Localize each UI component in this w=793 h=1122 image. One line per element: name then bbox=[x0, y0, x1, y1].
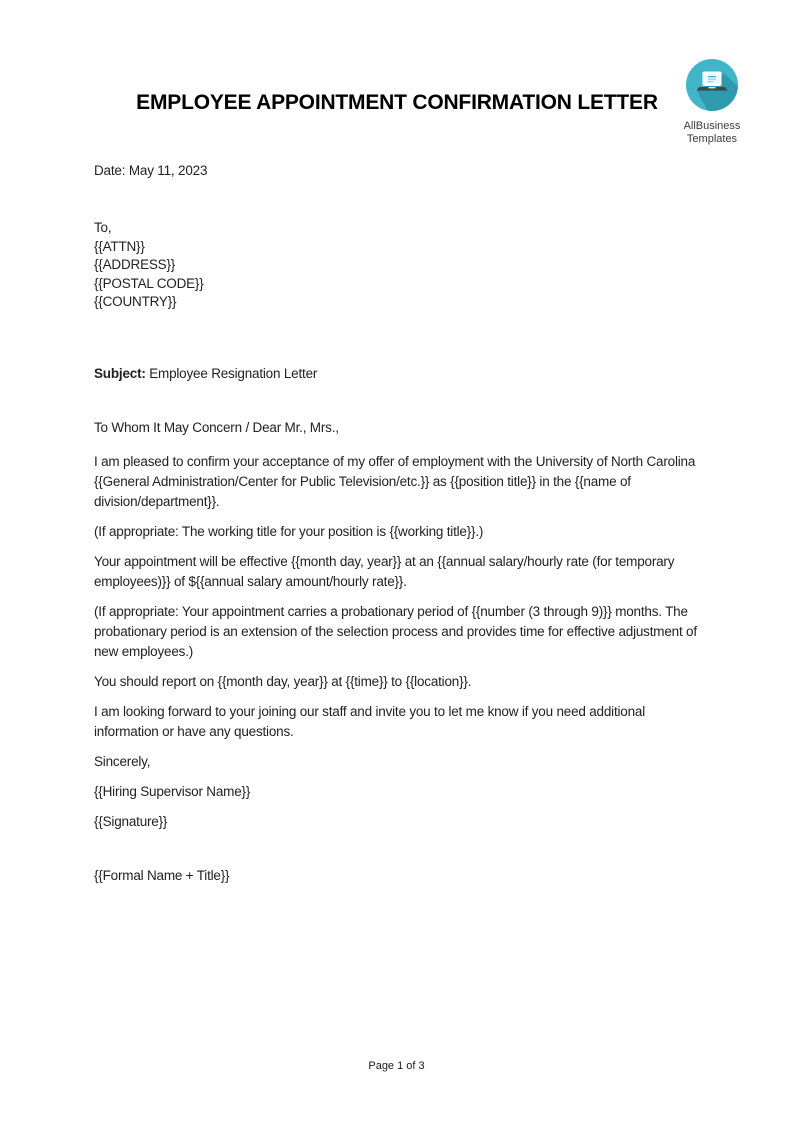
paragraph-effective-date-salary: Your appointment will be effective {{month day, year}} at an {{annual salary/hourly rate (for temporary employees)}} of ${{annual salary amount/hourly rate}}. bbox=[94, 553, 675, 589]
signature-line-signature: {{Signature}} bbox=[94, 813, 168, 829]
letter-body bbox=[94, 0, 700, 886]
signature-line-formal-name-title: {{Formal Name + Title}} bbox=[94, 867, 230, 883]
salutation: To Whom It May Concern / Dear Mr., Mrs., bbox=[94, 419, 339, 435]
subject-label: Subject: bbox=[94, 365, 146, 381]
paragraph-probationary-period: (If appropriate: Your appointment carries a probationary period of {{number (3 through 9)}} months. The probationary period is an extension of the selection process and provides time for effective adjustment of new employees.) bbox=[94, 603, 697, 659]
recipient-block bbox=[94, 219, 700, 312]
logo-brand-line1: AllBusiness bbox=[683, 120, 741, 132]
date-line bbox=[94, 161, 700, 181]
paragraph-looking-forward: I am looking forward to your joining our staff and invite you to let me know if you need additional information or have any questions. bbox=[94, 703, 646, 739]
recipient-line-attn: {{ATTN}} bbox=[94, 238, 145, 254]
subject-value: Employee Resignation Letter bbox=[149, 365, 318, 381]
page-number: Page 1 of 3 bbox=[368, 1060, 425, 1072]
signature-line-supervisor-name: {{Hiring Supervisor Name}} bbox=[94, 783, 251, 799]
recipient-line-address: {{ADDRESS}} bbox=[94, 257, 176, 272]
paragraph-offer-confirmation: I am pleased to confirm your acceptance of my offer of employment with the University of North Carolina {{General Administration/Center for Public Television/etc.}} as {{position title}} in the {{name of division/department}}. bbox=[94, 453, 696, 509]
recipient-line-country: {{COUNTRY}} bbox=[94, 294, 177, 309]
subject-line bbox=[94, 364, 700, 384]
document-title: EMPLOYEE APPOINTMENT CONFIRMATION LETTER bbox=[136, 91, 658, 114]
date-label: Date: bbox=[94, 163, 126, 178]
logo-brand-line2: Templates bbox=[686, 133, 738, 145]
recipient-line-postal-code: {{POSTAL CODE}} bbox=[94, 275, 204, 291]
paragraph-report-instructions: You should report on {{month day, year}} at {{time}} to {{location}}. bbox=[94, 673, 472, 689]
closing: Sincerely, bbox=[94, 753, 151, 769]
date-value: May 11, 2023 bbox=[128, 163, 208, 178]
recipient-line-to: To, bbox=[94, 220, 112, 235]
paragraph-working-title: (If appropriate: The working title for your position is {{working title}}.) bbox=[94, 523, 484, 539]
